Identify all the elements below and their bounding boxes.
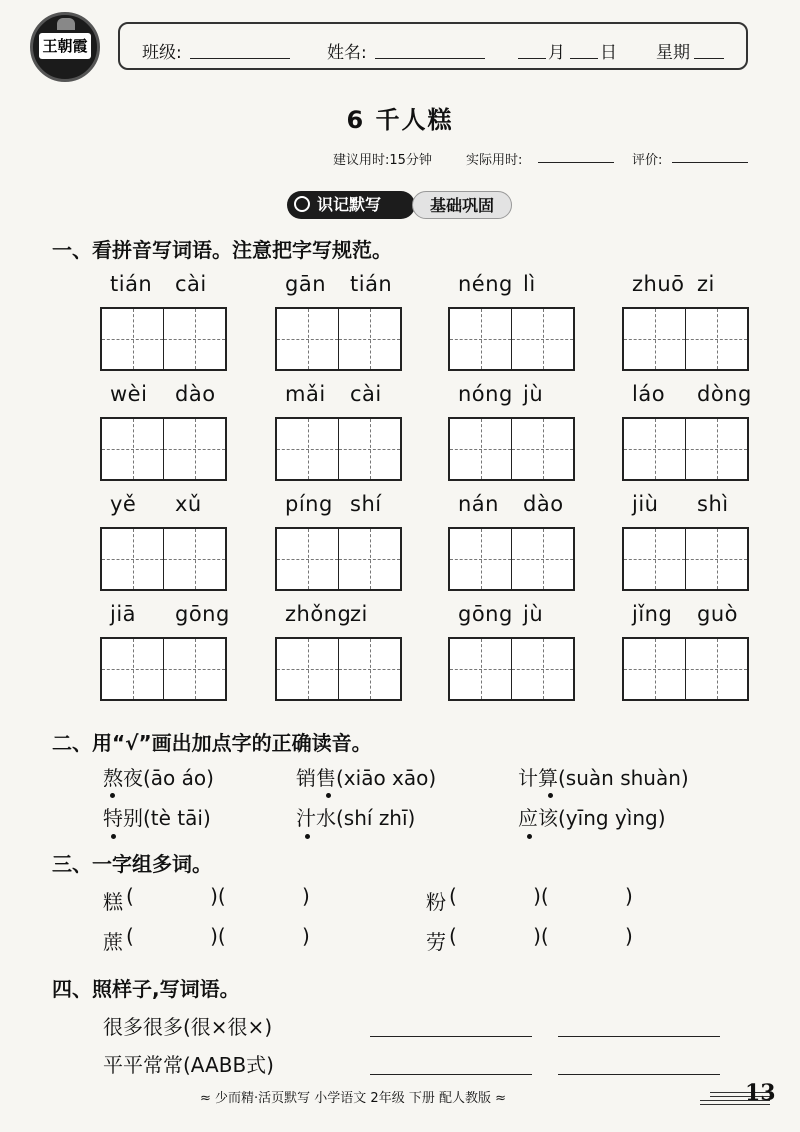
q3-char: 劳: [426, 930, 446, 954]
name-label: 姓名:: [327, 43, 367, 63]
pinyin-syllable: jiā: [110, 602, 137, 626]
weekday-field[interactable]: [694, 58, 724, 59]
writing-cell[interactable]: [338, 309, 400, 369]
pinyin-syllable: dòng: [697, 382, 752, 406]
emphasis-dot: [110, 793, 115, 798]
section-tag-primary: [287, 191, 415, 219]
writing-cell[interactable]: [338, 529, 400, 589]
medal-icon: [294, 196, 310, 212]
pinyin-syllable: gōng: [458, 602, 513, 626]
class-label: 班级:: [142, 43, 182, 63]
writing-cell[interactable]: [102, 309, 163, 369]
q2-item: 应该(yīng yìng): [518, 806, 666, 830]
weekday-label: 星期: [656, 43, 690, 63]
logo-text: 王朝霞: [39, 33, 91, 59]
writing-cell[interactable]: [685, 529, 747, 589]
pinyin-syllable: cài: [350, 382, 382, 406]
writing-cell[interactable]: [163, 309, 225, 369]
writing-cell[interactable]: [624, 309, 685, 369]
writing-cell[interactable]: [338, 419, 400, 479]
pinyin-syllable: mǎi: [285, 382, 326, 406]
pinyin-syllable: jù: [523, 602, 544, 626]
section-tag-label: 识记默写: [317, 195, 382, 214]
pinyin-syllable: dào: [175, 382, 216, 406]
writing-cell[interactable]: [277, 529, 338, 589]
answer-line[interactable]: [370, 1074, 532, 1075]
writing-grid[interactable]: [100, 417, 227, 481]
month-label: 月: [548, 43, 565, 63]
writing-cell[interactable]: [624, 419, 685, 479]
writing-cell[interactable]: [102, 529, 163, 589]
writing-grid[interactable]: [448, 527, 575, 591]
emphasis-dot: [305, 834, 310, 839]
q2-title: 二、用“√”画出加点字的正确读音。: [52, 731, 372, 755]
actual-time-label: 实际用时:: [466, 153, 523, 168]
pinyin-syllable: zhǒng: [285, 602, 352, 626]
footer-text: ≈ 少而精·活页默写 小学语文 2年级 下册 配人教版 ≈: [200, 1091, 506, 1106]
pinyin-syllable: gān: [285, 272, 327, 296]
writing-cell[interactable]: [277, 419, 338, 479]
emphasis-dot: [111, 834, 116, 839]
writing-cell[interactable]: [511, 419, 573, 479]
writing-cell[interactable]: [338, 639, 400, 699]
writing-cell[interactable]: [102, 419, 163, 479]
pinyin-syllable: shì: [697, 492, 729, 516]
writing-grid[interactable]: [448, 637, 575, 701]
writing-cell[interactable]: [163, 419, 225, 479]
writing-grid[interactable]: [622, 417, 749, 481]
writing-grid[interactable]: [622, 307, 749, 371]
writing-cell[interactable]: [450, 529, 511, 589]
emphasis-dot: [527, 834, 532, 839]
rating-field[interactable]: [672, 162, 748, 163]
q4-example: 平平常常(AABB式): [103, 1053, 274, 1077]
pinyin-syllable: guò: [697, 602, 738, 626]
answer-line[interactable]: [558, 1036, 720, 1037]
writing-grid[interactable]: [622, 527, 749, 591]
pinyin-syllable: nán: [458, 492, 499, 516]
crown-icon: [57, 18, 75, 30]
suggested-time: 建议用时:15分钟: [333, 153, 432, 168]
pinyin-syllable: néng: [458, 272, 513, 296]
day-label: 日: [600, 43, 617, 63]
pinyin-syllable: zi: [697, 272, 715, 296]
answer-line[interactable]: [370, 1036, 532, 1037]
writing-cell[interactable]: [277, 309, 338, 369]
writing-cell[interactable]: [511, 529, 573, 589]
emphasis-dot: [548, 793, 553, 798]
writing-grid[interactable]: [448, 307, 575, 371]
pinyin-syllable: gōng: [175, 602, 230, 626]
pinyin-syllable: jiù: [632, 492, 659, 516]
writing-grid[interactable]: [448, 417, 575, 481]
q3-blanks[interactable]: ( )( ): [126, 884, 310, 908]
writing-cell[interactable]: [685, 419, 747, 479]
writing-cell[interactable]: [163, 529, 225, 589]
writing-cell[interactable]: [685, 639, 747, 699]
name-field[interactable]: [375, 58, 485, 59]
pinyin-syllable: tián: [110, 272, 153, 296]
q3-blanks[interactable]: ( )( ): [126, 924, 310, 948]
section-tag-secondary: 基础巩固: [412, 191, 512, 219]
writing-grid[interactable]: [275, 417, 402, 481]
pinyin-syllable: lì: [523, 272, 536, 296]
pinyin-syllable: wèi: [110, 382, 148, 406]
pinyin-syllable: jù: [523, 382, 544, 406]
pinyin-syllable: dào: [523, 492, 564, 516]
pinyin-syllable: tián: [350, 272, 393, 296]
actual-time-field[interactable]: [538, 162, 614, 163]
student-info-bar: [118, 22, 748, 70]
writing-cell[interactable]: [450, 309, 511, 369]
writing-cell[interactable]: [450, 419, 511, 479]
month-field[interactable]: [518, 58, 546, 59]
writing-cell[interactable]: [163, 639, 225, 699]
writing-cell[interactable]: [511, 639, 573, 699]
writing-grid[interactable]: [275, 527, 402, 591]
pinyin-syllable: láo: [632, 382, 666, 406]
writing-cell[interactable]: [277, 639, 338, 699]
writing-grid[interactable]: [100, 637, 227, 701]
q3-blanks[interactable]: ( )( ): [449, 884, 633, 908]
writing-grid[interactable]: [275, 637, 402, 701]
q2-item: 销售(xiāo xāo): [296, 766, 437, 790]
writing-grid[interactable]: [100, 527, 227, 591]
pinyin-syllable: xǔ: [175, 492, 202, 516]
q3-char: 糕: [103, 890, 123, 914]
writing-cell[interactable]: [624, 529, 685, 589]
page-title: 6 千人糕: [346, 106, 454, 134]
rating-label: 评价:: [632, 153, 663, 168]
writing-cell[interactable]: [102, 639, 163, 699]
writing-grid[interactable]: [100, 307, 227, 371]
pinyin-syllable: cài: [175, 272, 207, 296]
q3-char: 粉: [426, 890, 446, 914]
pinyin-syllable: yě: [110, 492, 137, 516]
pinyin-syllable: zi: [350, 602, 368, 626]
pinyin-syllable: nóng: [458, 382, 513, 406]
q3-title: 三、一字组多词。: [52, 852, 212, 876]
q2-item: 汁水(shí zhī): [296, 806, 416, 830]
writing-grid[interactable]: [275, 307, 402, 371]
publisher-logo: [30, 12, 100, 82]
q3-char: 蔗: [103, 930, 123, 954]
q3-blanks[interactable]: ( )( ): [449, 924, 633, 948]
writing-cell[interactable]: [685, 309, 747, 369]
writing-cell[interactable]: [450, 639, 511, 699]
pinyin-syllable: píng: [285, 492, 333, 516]
pinyin-syllable: shí: [350, 492, 382, 516]
q4-title: 四、照样子,写词语。: [52, 977, 240, 1001]
pinyin-syllable: zhuō: [632, 272, 685, 296]
answer-line[interactable]: [558, 1074, 720, 1075]
writing-cell[interactable]: [624, 639, 685, 699]
emphasis-dot: [326, 793, 331, 798]
q2-item: 特别(tè tāi): [103, 806, 211, 830]
pinyin-syllable: jǐng: [632, 602, 673, 626]
q2-item: 计算(suàn shuàn): [518, 766, 689, 790]
writing-grid[interactable]: [622, 637, 749, 701]
q1-title: 一、看拼音写词语。注意把字写规范。: [52, 238, 392, 262]
q4-example: 很多很多(很×很×): [103, 1015, 273, 1039]
q2-item: 熬夜(āo áo): [103, 766, 214, 790]
writing-cell[interactable]: [511, 309, 573, 369]
day-field[interactable]: [570, 58, 598, 59]
class-field[interactable]: [190, 58, 290, 59]
page-number: 13: [745, 1080, 776, 1106]
